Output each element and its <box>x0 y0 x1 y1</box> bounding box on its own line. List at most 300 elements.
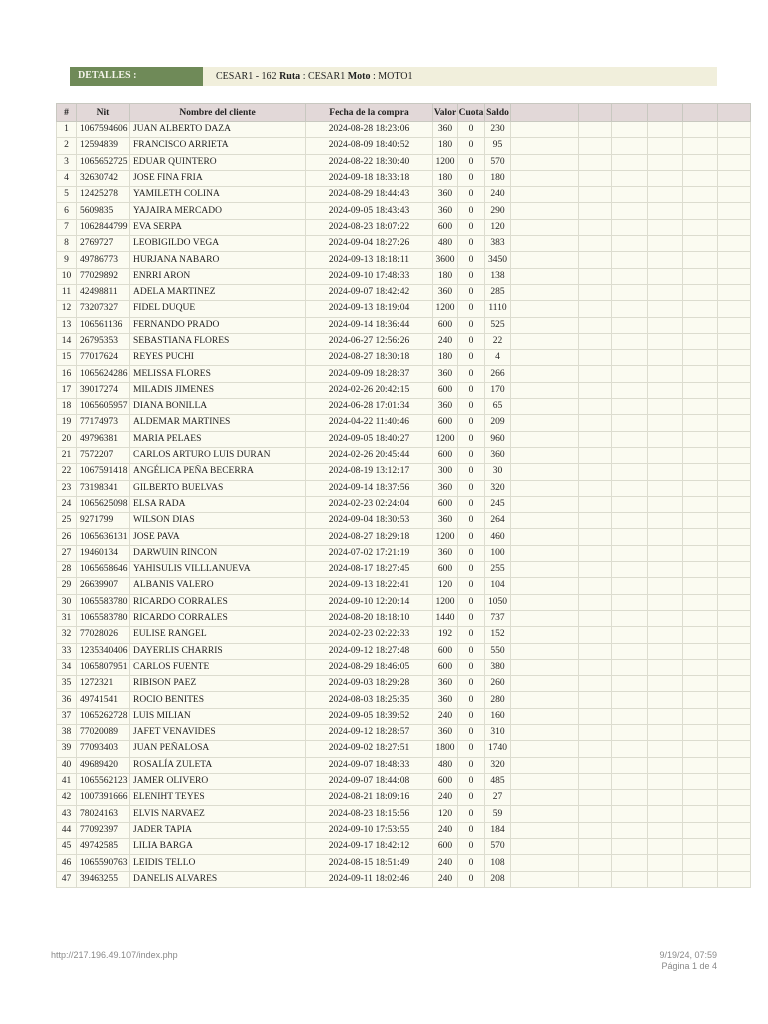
cell-client-name: YAHISULIS VILLLANUEVA <box>130 562 306 578</box>
cell-empty <box>718 252 751 268</box>
cell-client-name: ROCIO BENITES <box>130 692 306 708</box>
cell-balance: 230 <box>485 122 511 138</box>
table-row <box>57 268 751 284</box>
cell-empty <box>579 806 612 822</box>
cell-balance: 209 <box>485 415 511 431</box>
cell-client-name: EDUAR QUINTERO <box>130 154 306 170</box>
cell-value: 180 <box>433 138 458 154</box>
cell-empty <box>511 871 579 887</box>
cell-purchase-date: 2024-09-05 18:39:52 <box>306 708 433 724</box>
cell-nit: 77020089 <box>77 724 130 740</box>
col-header-empty <box>612 104 648 122</box>
cell-value: 600 <box>433 773 458 789</box>
table-row <box>57 236 751 252</box>
cell-balance: 285 <box>485 284 511 300</box>
cell-empty <box>683 741 718 757</box>
cell-balance: 320 <box>485 757 511 773</box>
cell-client-name: FRANCISCO ARRIETA <box>130 138 306 154</box>
cell-value: 240 <box>433 333 458 349</box>
cell-empty <box>718 773 751 789</box>
cell-index: 21 <box>57 447 77 463</box>
cell-empty <box>683 317 718 333</box>
cell-empty <box>511 122 579 138</box>
cell-nit: 5609835 <box>77 203 130 219</box>
cell-balance: 138 <box>485 268 511 284</box>
cell-index: 5 <box>57 187 77 203</box>
cell-empty <box>579 496 612 512</box>
cell-client-name: LUIS MILIAN <box>130 708 306 724</box>
cell-index: 15 <box>57 350 77 366</box>
cell-empty <box>648 839 683 855</box>
cell-installment: 0 <box>458 790 485 806</box>
cell-empty <box>683 773 718 789</box>
cell-empty <box>511 822 579 838</box>
cell-empty <box>511 692 579 708</box>
table-row <box>57 513 751 529</box>
cell-empty <box>648 415 683 431</box>
table-row <box>57 790 751 806</box>
cell-empty <box>579 301 612 317</box>
cell-empty <box>648 594 683 610</box>
cell-empty <box>683 659 718 675</box>
col-header-client-name: Nombre del cliente <box>130 104 306 122</box>
cell-installment: 0 <box>458 382 485 398</box>
cell-nit: 32630742 <box>77 170 130 186</box>
cell-index: 13 <box>57 317 77 333</box>
cell-nit: 1065807951 <box>77 659 130 675</box>
cell-balance: 170 <box>485 382 511 398</box>
cell-index: 40 <box>57 757 77 773</box>
cell-balance: 737 <box>485 610 511 626</box>
route-label: Ruta <box>279 71 301 82</box>
cell-empty <box>511 578 579 594</box>
cell-empty <box>683 203 718 219</box>
cell-purchase-date: 2024-09-05 18:43:43 <box>306 203 433 219</box>
cell-empty <box>612 545 648 561</box>
cell-empty <box>579 724 612 740</box>
cell-empty <box>511 187 579 203</box>
cell-empty <box>511 268 579 284</box>
cell-empty <box>579 366 612 382</box>
route-info: CESAR1 - 162 Ruta : CESAR1 Moto : MOTO1 <box>216 71 413 82</box>
moto-value: MOTO1 <box>378 71 413 82</box>
cell-empty <box>511 773 579 789</box>
cell-empty <box>648 773 683 789</box>
cell-index: 12 <box>57 301 77 317</box>
cell-nit: 49689420 <box>77 757 130 773</box>
cell-empty <box>718 333 751 349</box>
cell-empty <box>612 219 648 235</box>
cell-index: 6 <box>57 203 77 219</box>
cell-balance: 260 <box>485 676 511 692</box>
cell-empty <box>612 496 648 512</box>
cell-empty <box>511 676 579 692</box>
col-header-empty <box>683 104 718 122</box>
cell-empty <box>648 578 683 594</box>
cell-empty <box>718 659 751 675</box>
cell-empty <box>511 855 579 871</box>
cell-client-name: DAYERLIS CHARRIS <box>130 643 306 659</box>
cell-client-name: LEOBIGILDO VEGA <box>130 236 306 252</box>
cell-empty <box>579 122 612 138</box>
cell-empty <box>579 415 612 431</box>
cell-nit: 42498811 <box>77 284 130 300</box>
cell-empty <box>718 855 751 871</box>
cell-empty <box>612 480 648 496</box>
cell-empty <box>648 170 683 186</box>
cell-empty <box>718 610 751 626</box>
cell-client-name: MILADIS JIMENES <box>130 382 306 398</box>
cell-empty <box>612 284 648 300</box>
cell-client-name: RICARDO CORRALES <box>130 610 306 626</box>
cell-empty <box>718 871 751 887</box>
cell-empty <box>683 333 718 349</box>
cell-nit: 49796381 <box>77 431 130 447</box>
table-row <box>57 822 751 838</box>
cell-empty <box>612 317 648 333</box>
cell-empty <box>683 301 718 317</box>
cell-empty <box>511 219 579 235</box>
cell-index: 24 <box>57 496 77 512</box>
cell-empty <box>511 513 579 529</box>
cell-empty <box>579 170 612 186</box>
cell-value: 240 <box>433 871 458 887</box>
cell-empty <box>718 578 751 594</box>
cell-client-name: JAMER OLIVERO <box>130 773 306 789</box>
cell-empty <box>612 806 648 822</box>
cell-value: 360 <box>433 284 458 300</box>
cell-nit: 1067594606 <box>77 122 130 138</box>
cell-empty <box>718 496 751 512</box>
footer-url: http://217.196.49.107/index.php <box>51 950 178 960</box>
cell-empty <box>683 806 718 822</box>
cell-empty <box>648 871 683 887</box>
table-row <box>57 594 751 610</box>
cell-installment: 0 <box>458 480 485 496</box>
cell-empty <box>579 610 612 626</box>
table-row <box>57 871 751 887</box>
cell-purchase-date: 2024-09-18 18:33:18 <box>306 170 433 186</box>
cell-empty <box>718 187 751 203</box>
cell-empty <box>683 366 718 382</box>
cell-empty <box>648 659 683 675</box>
cell-purchase-date: 2024-08-23 18:15:56 <box>306 806 433 822</box>
cell-balance: 1110 <box>485 301 511 317</box>
cell-purchase-date: 2024-08-17 18:27:45 <box>306 562 433 578</box>
cell-empty <box>718 822 751 838</box>
cell-empty <box>511 252 579 268</box>
cell-index: 20 <box>57 431 77 447</box>
cell-value: 1800 <box>433 741 458 757</box>
cell-balance: 59 <box>485 806 511 822</box>
cell-empty <box>718 757 751 773</box>
cell-value: 192 <box>433 627 458 643</box>
cell-client-name: HURJANA NABARO <box>130 252 306 268</box>
cell-nit: 9271799 <box>77 513 130 529</box>
cell-value: 180 <box>433 350 458 366</box>
cell-index: 3 <box>57 154 77 170</box>
cell-empty <box>511 594 579 610</box>
cell-empty <box>612 871 648 887</box>
table-row <box>57 741 751 757</box>
route-value: CESAR1 <box>307 71 346 82</box>
cell-empty <box>648 464 683 480</box>
cell-value: 1200 <box>433 594 458 610</box>
cell-value: 600 <box>433 447 458 463</box>
table-row <box>57 317 751 333</box>
cell-empty <box>648 268 683 284</box>
cell-empty <box>612 252 648 268</box>
cell-index: 10 <box>57 268 77 284</box>
cell-empty <box>718 529 751 545</box>
cell-empty <box>612 170 648 186</box>
cell-empty <box>718 366 751 382</box>
cell-empty <box>648 610 683 626</box>
cell-empty <box>718 692 751 708</box>
cell-client-name: DARWUIN RINCON <box>130 545 306 561</box>
cell-balance: 152 <box>485 627 511 643</box>
cell-empty <box>579 464 612 480</box>
cell-nit: 39463255 <box>77 871 130 887</box>
cell-nit: 73207327 <box>77 301 130 317</box>
cell-empty <box>511 317 579 333</box>
cell-empty <box>683 513 718 529</box>
cell-client-name: ANGÉLICA PEÑA BECERRA <box>130 464 306 480</box>
cell-balance: 550 <box>485 643 511 659</box>
cell-empty <box>683 643 718 659</box>
cell-empty <box>579 333 612 349</box>
cell-empty <box>579 773 612 789</box>
cell-index: 45 <box>57 839 77 855</box>
cell-index: 33 <box>57 643 77 659</box>
cell-balance: 525 <box>485 317 511 333</box>
col-header-value: Valor <box>433 104 458 122</box>
cell-nit: 77029892 <box>77 268 130 284</box>
cell-index: 34 <box>57 659 77 675</box>
table-row <box>57 529 751 545</box>
table-row <box>57 496 751 512</box>
cell-index: 32 <box>57 627 77 643</box>
cell-empty <box>511 399 579 415</box>
cell-empty <box>718 513 751 529</box>
cell-installment: 0 <box>458 610 485 626</box>
cell-empty <box>648 627 683 643</box>
cell-empty <box>612 692 648 708</box>
cell-client-name: FERNANDO PRADO <box>130 317 306 333</box>
cell-index: 2 <box>57 138 77 154</box>
cell-client-name: JOSE FINA FRIA <box>130 170 306 186</box>
cell-empty <box>683 676 718 692</box>
col-header-empty <box>648 104 683 122</box>
table-row <box>57 350 751 366</box>
cell-balance: 383 <box>485 236 511 252</box>
cell-index: 42 <box>57 790 77 806</box>
cell-empty <box>683 724 718 740</box>
cell-empty <box>612 855 648 871</box>
cell-empty <box>579 154 612 170</box>
cell-empty <box>648 252 683 268</box>
cell-empty <box>718 643 751 659</box>
cell-purchase-date: 2024-09-14 18:37:56 <box>306 480 433 496</box>
cell-empty <box>648 806 683 822</box>
cell-value: 600 <box>433 382 458 398</box>
cell-empty <box>612 366 648 382</box>
cell-empty <box>579 643 612 659</box>
cell-empty <box>683 822 718 838</box>
cell-installment: 0 <box>458 415 485 431</box>
cell-empty <box>648 692 683 708</box>
table-row <box>57 692 751 708</box>
col-header-installment: Cuota <box>458 104 485 122</box>
col-header-nit: Nit <box>77 104 130 122</box>
cell-empty <box>648 562 683 578</box>
cell-empty <box>648 480 683 496</box>
cell-empty <box>718 839 751 855</box>
cell-empty <box>648 399 683 415</box>
cell-nit: 77017624 <box>77 350 130 366</box>
cell-balance: 245 <box>485 496 511 512</box>
cell-balance: 208 <box>485 871 511 887</box>
cell-nit: 77092397 <box>77 822 130 838</box>
cell-purchase-date: 2024-08-28 18:23:06 <box>306 122 433 138</box>
cell-index: 35 <box>57 676 77 692</box>
cell-nit: 49741541 <box>77 692 130 708</box>
table-row <box>57 333 751 349</box>
cell-nit: 1065625098 <box>77 496 130 512</box>
moto-label: Moto <box>347 71 371 82</box>
cell-index: 25 <box>57 513 77 529</box>
cell-nit: 49786773 <box>77 252 130 268</box>
cell-empty <box>718 562 751 578</box>
cell-purchase-date: 2024-09-10 17:48:33 <box>306 268 433 284</box>
cell-empty <box>683 268 718 284</box>
cell-empty <box>511 203 579 219</box>
cell-client-name: JADER TAPIA <box>130 822 306 838</box>
col-header-empty <box>718 104 751 122</box>
cell-client-name: RICARDO CORRALES <box>130 594 306 610</box>
cell-empty <box>612 529 648 545</box>
cell-empty <box>683 236 718 252</box>
cell-client-name: ELENIHT TEYES <box>130 790 306 806</box>
cell-empty <box>612 236 648 252</box>
cell-empty <box>718 806 751 822</box>
cell-installment: 0 <box>458 447 485 463</box>
cell-empty <box>511 138 579 154</box>
table-row <box>57 643 751 659</box>
cell-empty <box>648 513 683 529</box>
cell-empty <box>579 513 612 529</box>
cell-empty <box>648 724 683 740</box>
cell-purchase-date: 2024-02-23 02:24:04 <box>306 496 433 512</box>
cell-empty <box>511 415 579 431</box>
cell-empty <box>511 659 579 675</box>
cell-empty <box>579 594 612 610</box>
cell-value: 240 <box>433 855 458 871</box>
cell-empty <box>511 529 579 545</box>
cell-empty <box>683 790 718 806</box>
table-row <box>57 187 751 203</box>
cell-client-name: EVA SERPA <box>130 219 306 235</box>
cell-empty <box>612 562 648 578</box>
cell-empty <box>511 154 579 170</box>
cell-empty <box>579 545 612 561</box>
cell-empty <box>648 382 683 398</box>
cell-empty <box>718 447 751 463</box>
cell-nit: 1065658646 <box>77 562 130 578</box>
cell-client-name: ADELA MARTINEZ <box>130 284 306 300</box>
cell-purchase-date: 2024-09-10 17:53:55 <box>306 822 433 838</box>
cell-purchase-date: 2024-08-29 18:46:05 <box>306 659 433 675</box>
cell-empty <box>579 399 612 415</box>
cell-installment: 0 <box>458 578 485 594</box>
cell-installment: 0 <box>458 708 485 724</box>
cell-value: 600 <box>433 562 458 578</box>
cell-empty <box>612 187 648 203</box>
cell-purchase-date: 2024-09-03 18:29:28 <box>306 676 433 692</box>
cell-balance: 320 <box>485 480 511 496</box>
cell-empty <box>648 545 683 561</box>
cell-nit: 12425278 <box>77 187 130 203</box>
cell-value: 240 <box>433 790 458 806</box>
table-row <box>57 122 751 138</box>
cell-value: 360 <box>433 480 458 496</box>
cell-empty <box>683 170 718 186</box>
cell-nit: 49742585 <box>77 839 130 855</box>
cell-empty <box>612 757 648 773</box>
cell-empty <box>511 545 579 561</box>
cell-installment: 0 <box>458 741 485 757</box>
cell-nit: 1065583780 <box>77 610 130 626</box>
cell-empty <box>579 268 612 284</box>
cell-nit: 19460134 <box>77 545 130 561</box>
cell-index: 38 <box>57 724 77 740</box>
footer-page-number: Página 1 de 4 <box>661 961 717 971</box>
cell-value: 120 <box>433 578 458 594</box>
cell-empty <box>612 676 648 692</box>
cell-balance: 160 <box>485 708 511 724</box>
cell-purchase-date: 2024-09-07 18:44:08 <box>306 773 433 789</box>
cell-value: 1200 <box>433 431 458 447</box>
cell-nit: 1065262728 <box>77 708 130 724</box>
cell-index: 1 <box>57 122 77 138</box>
cell-nit: 1065624286 <box>77 366 130 382</box>
cell-empty <box>683 219 718 235</box>
cell-balance: 104 <box>485 578 511 594</box>
cell-value: 360 <box>433 399 458 415</box>
cell-balance: 290 <box>485 203 511 219</box>
table-row <box>57 610 751 626</box>
table-row <box>57 708 751 724</box>
cell-empty <box>612 627 648 643</box>
cell-empty <box>718 317 751 333</box>
cell-index: 29 <box>57 578 77 594</box>
cell-empty <box>718 464 751 480</box>
cell-nit: 1062844799 <box>77 219 130 235</box>
cell-installment: 0 <box>458 627 485 643</box>
cell-empty <box>683 545 718 561</box>
table-row <box>57 676 751 692</box>
cell-balance: 485 <box>485 773 511 789</box>
cell-installment: 0 <box>458 773 485 789</box>
cell-empty <box>718 545 751 561</box>
cell-purchase-date: 2024-08-21 18:09:16 <box>306 790 433 806</box>
cell-empty <box>579 708 612 724</box>
cell-empty <box>683 252 718 268</box>
cell-value: 180 <box>433 268 458 284</box>
cell-installment: 0 <box>458 219 485 235</box>
cell-value: 120 <box>433 806 458 822</box>
table-row <box>57 203 751 219</box>
